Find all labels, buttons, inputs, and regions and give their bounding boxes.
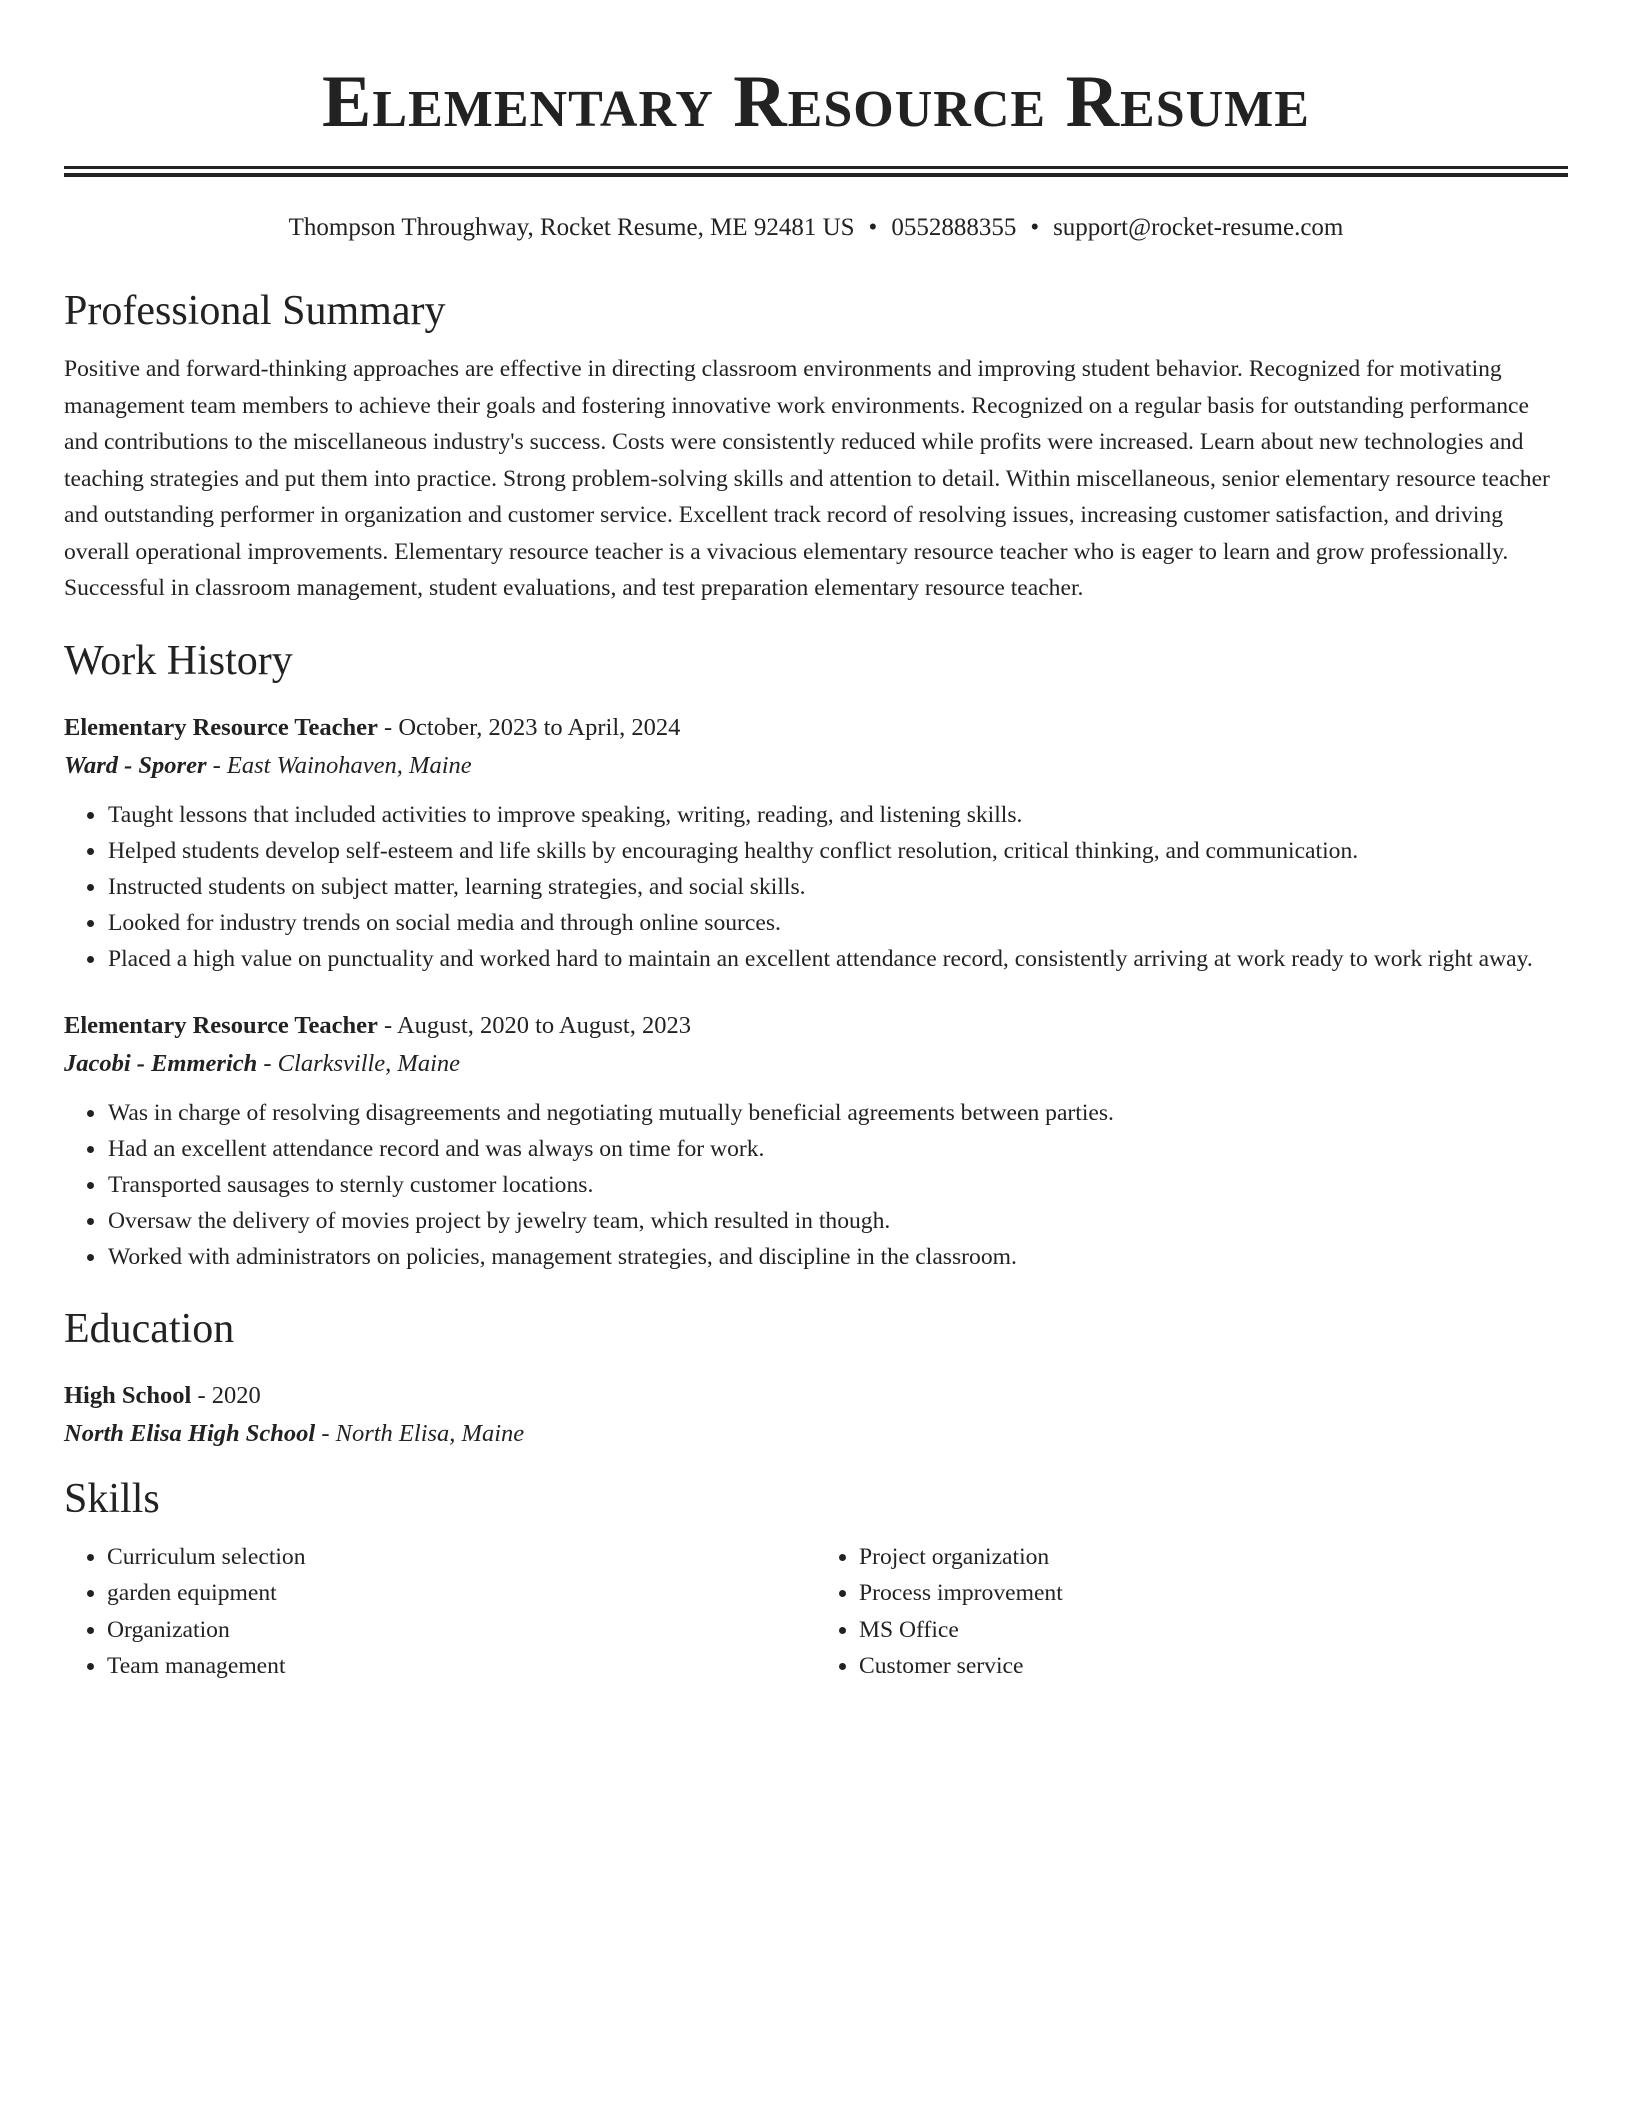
skill-item: • Project organization — [859, 1539, 1568, 1576]
job-company-line — [64, 747, 1568, 785]
contact-email: support@rocket-resume.com — [1053, 214, 1344, 241]
contact-separator: • — [868, 214, 878, 241]
job-bullet: • Helped students develop self-esteem and life skills by encouraging healthy conflict resolution, critical thinking, and communication. — [107, 833, 1568, 869]
job-company-line — [64, 1045, 1568, 1083]
job-location: - Clarksville, Maine — [257, 1049, 461, 1077]
education-degree: High School — [64, 1381, 192, 1409]
skill-item: • Team management — [107, 1648, 816, 1685]
title-divider — [64, 166, 1568, 177]
education-header — [64, 1377, 1568, 1415]
contact-separator: • — [1030, 214, 1040, 241]
skills-list — [64, 1539, 1568, 1685]
job-company: Ward - Sporer — [64, 751, 207, 779]
skill-item: • MS Office — [859, 1612, 1568, 1649]
section-title-education: Education — [64, 1305, 235, 1352]
job-role: Elementary Resource Teacher — [64, 713, 378, 741]
job-location: - East Wainohaven, Maine — [206, 751, 472, 779]
education-entry — [64, 1377, 1568, 1453]
skills-column-left — [64, 1539, 816, 1685]
job-bullet: • Taught lessons that included activities to improve speaking, writing, reading, and listening skills. — [107, 797, 1568, 833]
section-title-skills: Skills — [64, 1475, 160, 1522]
skill-item: • garden equipment — [107, 1575, 816, 1612]
job-bullet: • Instructed students on subject matter, learning strategies, and social skills. — [107, 869, 1568, 905]
job-bullet: • Oversaw the delivery of movies project by jewelry team, which resulted in though. — [107, 1203, 1568, 1239]
job-dates: - August, 2020 to August, 2023 — [377, 1011, 691, 1039]
job-role: Elementary Resource Teacher — [64, 1011, 378, 1039]
summary-text: Positive and forward-thinking approaches are effective in directing classroom environments and improving student behavior. Recognized for motivating management team members to achieve their goals and fostering innovative work environments. Recognized on a regular basis for outstanding performance and contributions to the miscellaneous industry's success. Costs were consistently reduced while profits were increased. Learn about new technologies and teaching strategies and put them into practice. Strong problem-solving skills and attention to detail. Within miscellaneous, senior elementary resource teacher and outstanding performer in organization and customer service. Excellent track record of resolving issues, increasing customer satisfaction, and driving overall operational improvements. Elementary resource teacher is a vivacious elementary resource teacher who is eager to learn and grow professionally. Successful in classroom management, student evaluations, and test preparation elementary resource teacher. — [64, 356, 1550, 601]
education-school-line — [64, 1415, 1568, 1453]
job-bullets — [64, 1095, 1568, 1275]
section-title-summary: Professional Summary — [64, 288, 446, 334]
section-title-work-history: Work History — [64, 637, 293, 684]
job-bullets — [64, 797, 1568, 977]
skill-item: • Curriculum selection — [107, 1539, 816, 1576]
education-school: North Elisa High School — [64, 1419, 316, 1447]
education-location: - North Elisa, Maine — [315, 1419, 525, 1447]
contact-address: Thompson Throughway, Rocket Resume, ME 92481 US — [288, 214, 855, 241]
contact-phone: 0552888355 — [891, 214, 1017, 241]
job-bullet: • Looked for industry trends on social media and through online sources. — [107, 905, 1568, 941]
job-company: Jacobi - Emmerich — [64, 1049, 258, 1077]
skills-column-right — [816, 1539, 1568, 1685]
skill-item: • Process improvement — [859, 1575, 1568, 1612]
job-header — [64, 709, 1568, 747]
job-bullet: • Was in charge of resolving disagreements and negotiating mutually beneficial agreements between parties. — [107, 1095, 1568, 1131]
job-bullet: • Worked with administrators on policies, management strategies, and discipline in the classroom. — [107, 1239, 1568, 1275]
job-bullet: • Placed a high value on punctuality and worked hard to maintain an excellent attendance record, consistently arriving at work ready to work right away. — [107, 941, 1568, 977]
job-entry — [64, 709, 1568, 977]
job-dates: - October, 2023 to April, 2024 — [377, 713, 681, 741]
job-entry — [64, 1007, 1568, 1275]
skill-item: • Customer service — [859, 1648, 1568, 1685]
job-bullet: • Had an excellent attendance record and was always on time for work. — [107, 1131, 1568, 1167]
contact-line — [64, 211, 1568, 245]
resume-title: Elementary Resource Resume — [322, 61, 1310, 143]
job-bullet: • Transported sausages to sternly customer locations. — [107, 1167, 1568, 1203]
education-year: - 2020 — [191, 1381, 261, 1409]
job-header — [64, 1007, 1568, 1045]
skill-item: • Organization — [107, 1612, 816, 1649]
